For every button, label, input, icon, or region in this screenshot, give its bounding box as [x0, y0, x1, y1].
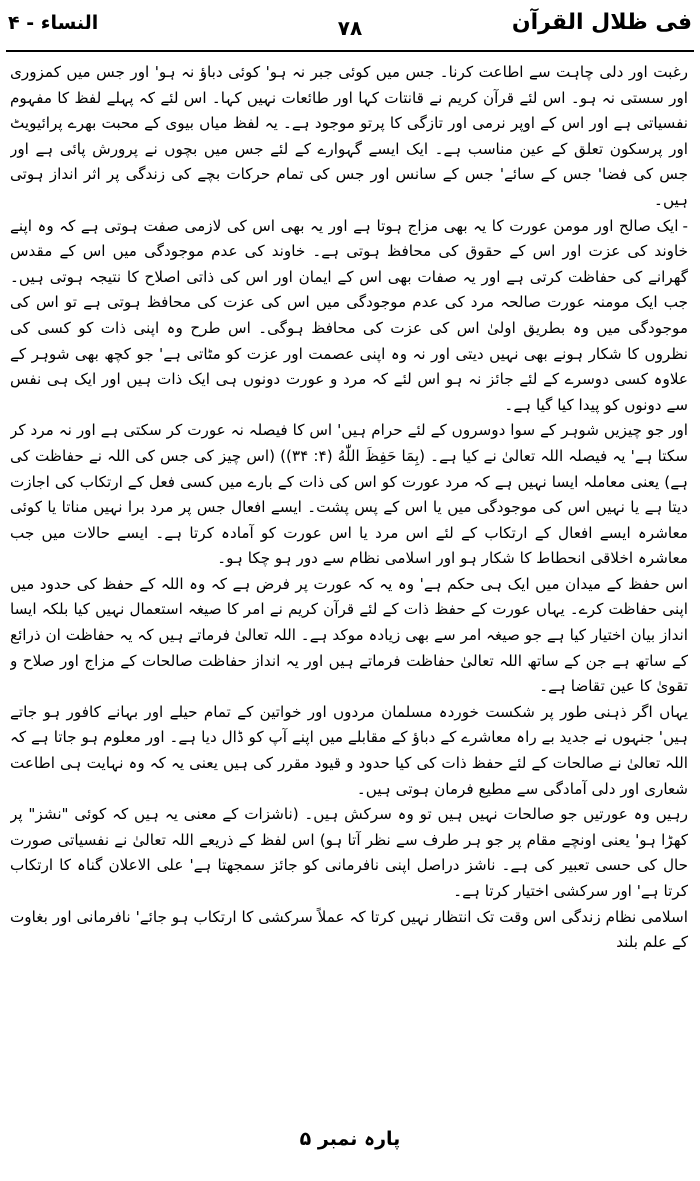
page-number: ۷۸ — [337, 16, 363, 40]
book-title: فی ظلال القرآن — [511, 10, 692, 35]
para-number-footer: پارہ نمبر ۵ — [299, 1128, 401, 1150]
paragraph: اس حفظ کے میدان میں ایک ہی حکم ہے' وہ یہ کہ عورت پر فرض ہے کہ وہ اللہ کے حفظ کی حدود میں اپنی حفاظت کرے۔ یہاں عورت کے حفظ ذات کے لئے قرآن کریم نے امر کا صیغہ استعمال نہیں کیا بلکہ ایسا انداز بیان اختیار کیا ہے جو صیغہ امر سے بھی زیادہ موکد ہے۔ اللہ تعالیٰ فرماتے ہیں کہ یہ حفاظت ان ذرائع کے ساتھ ہے جن کے ساتھ اللہ تعالیٰ حفاظت فرماتے ہیں اور یہ انداز حفاظت صالحات کے مزاج اور صلاح و تقویٰ کا عین تقاضا ہے۔ — [10, 574, 688, 696]
paragraph: رغبت اور دلی چاہت سے اطاعت کرنا۔ جس میں کوئی جبر نہ ہو' کوئی دباؤ نہ ہو' اور جس میں کمزوری اور سستی نہ ہو۔ اس لئے قرآن کریم نے قانتات کہا اور طائعات نہیں کہا۔ اس لئے کہ پہلے لفظ کا مفہوم نفسیاتی ہے اور اس کے اوپر نرمی اور تازگی کا پرتو موجود ہے۔ یہ لفظ میاں بیوی کے محبت بھرے پرائیویٹ اور پرسکون تعلق کے عین مناسب ہے۔ ایک ایسے گہوارے کے لئے جس میں بچوں نے پرورش پائی ہے اور جس کی فضا' جس کے سائے' جس کے سانس اور جس کی تمام حرکات بچے کی زندگی پر اثر انداز ہوتی ہیں۔ — [10, 63, 688, 209]
paragraph: رہیں وہ عورتیں جو صالحات نہیں ہیں تو وہ سرکش ہیں۔ (ناشزات کے معنی یہ ہیں کہ کوئی "نشز" پر کھڑا ہو' یعنی اونچے مقام پر جو ہر طرف سے نظر آتا ہو) اس لفظ کے ذریعے اللہ تعالیٰ نے نفسیاتی صورت حال کی حسی تعبیر کی ہے۔ ناشز دراصل اپنی نافرمانی کو جائز سمجھتا ہے' علی الاعلان گناہ کا ارتکاب کرتا ہے' اور سرکشی اختیار کرتا ہے۔ — [10, 805, 688, 900]
body-text — [10, 60, 688, 1105]
paragraph: اسلامی نظام زندگی اس وقت تک انتظار نہیں کرتا کہ عملاً سرکشی کا ارتکاب ہو جائے' نافرمانی اور بغاوت کے علم بلند — [10, 907, 688, 952]
paragraph-dash: - — [682, 216, 688, 235]
paragraph-text: ایک صالح اور مومن عورت کا یہ بھی مزاج ہوتا ہے اور یہ بھی اس کی لازمی صفت ہوتی ہے کہ وہ اپنے خاوند کی عزت اور اس کے حقوق کی محافظ ہوتی ہے۔ خاوند کی عدم موجودگی میں اس کے مقدس گھرانے کی حفاظت کرتی ہے اور یہ صفات بھی اس کے ایمان اور اس کی ذاتی اصلاح کا نتیجہ ہوتی ہیں۔ جب ایک مومنہ عورت صالحہ مرد کی عدم موجودگی میں اس کی عزت کی محافظ ہوتی ہے تو اس کی موجودگی میں وہ بطریق اولیٰ اس کی عزت کی محافظ ہوگی۔ اس طرح وہ اپنی ذات کو کسی کی نظروں کا شکار ہونے بھی نہیں دیتی اور نہ وہ اپنی عصمت اور عزت کو مٹاتی ہے' جو کچھ بھی شوہر کے علاوہ کسی دوسرے کے لئے جائز نہ ہو اس لئے کہ مرد و عورت دونوں ہی ایک ذات ہیں اور ایک ہی نفس سے دونوں کو پیدا کیا گیا ہے۔ — [10, 216, 688, 414]
page-header — [8, 6, 692, 48]
header-divider — [6, 50, 694, 52]
paragraph: اور جو چیزیں شوہر کے سوا دوسروں کے لئے حرام ہیں' اس کا فیصلہ نہ عورت کر سکتی ہے اور نہ مرد کر سکتا ہے' یہ فیصلہ اللہ تعالیٰ نے کیا ہے۔ (بِمَا حَفِظَ اللّٰهُ (۴: ۳۴)) (اس چیز کی جس کی اللہ نے حفاظت کی ہے) یعنی معاملہ ایسا نہیں ہے کہ مرد عورت کو اس کی ذات کے بارے میں کسی فعل کے ارتکاب کی اجازت دیتا ہے یا نہیں اس کی موجودگی میں یا اس کے پس پشت۔ ایسے افعال جس پر مرد برا نہیں مناتا یا کوئی معاشرہ ایسے افعال کے ارتکاب کے لئے اس مرد یا اس عورت کو آمادہ کرتا ہے۔ ایسے حالات میں جب معاشرہ اخلاقی انحطاط کا شکار ہو اور اسلامی نظام سے دور ہو چکا ہو۔ — [10, 421, 688, 568]
paragraph: یہاں اگر ذہنی طور پر شکست خوردہ مسلمان مردوں اور خواتین کے تمام حیلے اور بہانے کافور ہو جاتے ہیں' جنہوں نے جدید بے راہ معاشرے کے دباؤ کے مقابلے میں اپنے آپ کو ڈال دیا ہے۔ اور معلوم ہو جاتا ہے کہ اللہ تعالیٰ نے صالحات کے لئے حفظ ذات کی کیا حدود و قیود مقرر کی ہیں یعنی یہ کہ وہ نہایت ہی اطاعت شعاری اور دلی آمادگی سے مطیع فرمان ہوتی ہیں۔ — [10, 702, 688, 798]
paragraph — [10, 214, 688, 419]
chapter-title: النساء - ۴ — [8, 12, 99, 34]
